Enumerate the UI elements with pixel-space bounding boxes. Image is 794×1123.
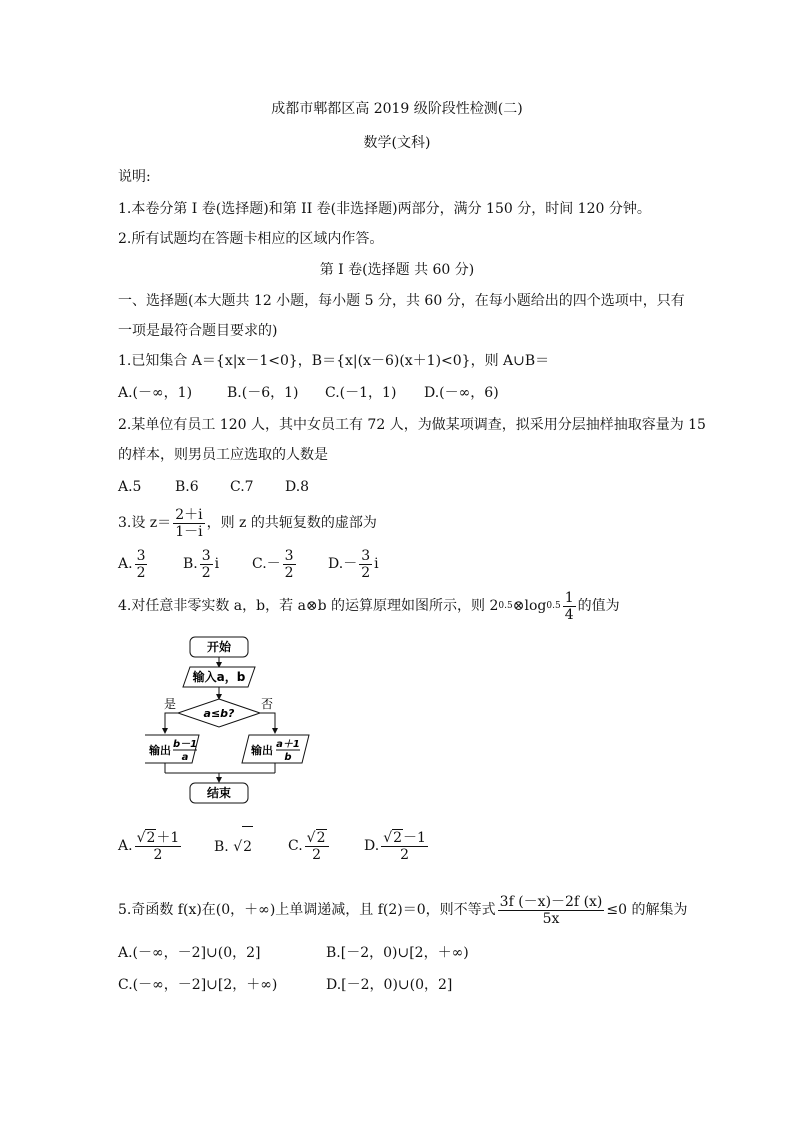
q3-option-d: D. － $\frac{3}{2}$ i [328,547,379,581]
note-item: 1.本卷分第 I 卷(选择题)和第 II 卷(非选择题)两部分，满分 150 分，时间 120 分钟。 [118,201,651,217]
question-3-stem: 3.设 z＝ $\frac{2+i}{1-i}$ ，则 z 的共轭复数的虚部为 [118,506,377,540]
notes-label: 说明: [118,169,151,185]
q4-option-a: A. $\frac{√2+1}{2}$ [118,829,180,863]
q3-option-c: C. － $\frac{3}{2}$ [252,547,294,581]
exam-title: 成都市郫都区高 2019 级阶段性检测(二) [271,101,523,117]
flowchart-decision-label: a≤b? [203,707,235,720]
q1-option-a: A.(－∞，1) [118,385,193,401]
flowchart-no-label: 否 [260,697,274,711]
exam-subtitle: 数学(文科) [363,135,431,151]
flowchart-right-output-prefix: 输出 [251,744,273,757]
flowchart-end-label: 结束 [206,786,232,800]
q4-option-d: D. $\frac{√2-1}{2}$ [364,829,426,863]
flowchart-start-label: 开始 [206,640,232,654]
q5-option-d: D.[－2，0)∪(0，2] [326,977,453,993]
flowchart-left-output-num: b－1 [172,739,198,750]
flowchart-input-label: 输入a，b [192,670,246,684]
flowchart-right-output-den: b [284,752,292,763]
q2-option-b: B.6 [175,479,199,495]
flowchart-left-output-den: a [181,752,189,763]
q2-option-d: D.8 [285,479,310,495]
fraction: $\frac{2+i}{1-i}$ [175,506,203,540]
flowchart [145,630,325,810]
q5-option-a: A.(－∞，－2]∪(0，2] [118,945,261,961]
q1-option-c: C.(－1，1) [325,385,397,401]
q3-option-a: A. $\frac{3}{2}$ [118,547,146,581]
flowchart-yes-label: 是 [163,697,177,711]
question-2-stem: 的样本，则男员工应选取的人数是 [118,447,328,463]
q5-option-b: B.[－2，0)∪[2，＋∞) [326,945,469,961]
q2-option-a: A.5 [118,479,142,495]
flowchart-right-output-num: a＋1 [276,739,300,750]
q2-option-c: C.7 [230,479,254,495]
note-item: 2.所有试题均在答题卡相应的区域内作答。 [118,231,384,247]
q1-option-b: B.(－6，1) [227,385,299,401]
q4-option-b: B. √ 2 [214,826,253,867]
q5-option-c: C.(－∞，－2]∪[2，＋∞) [118,977,278,993]
question-4-stem: 4.对任意非零实数 a，b，若 a⊗b 的运算原理如图所示，则 2 0.5 ⊗log 0.5 $\frac{1}{4}$ 的值为 [118,589,620,623]
q3-option-b: B. $\frac{3}{2}$ i [183,547,220,581]
section-intro: 一项是最符合题目要求的) [118,323,278,339]
flowchart-left-output-prefix: 输出 [149,744,171,757]
section-title: 第 I 卷(选择题 共 60 分) [319,262,475,278]
question-1-stem: 1.已知集合 A＝{x|x－1<0}，B＝{x|(x－6)(x＋1)<0}，则 A∪B＝ [118,353,550,369]
question-2-stem: 2.某单位有员工 120 人，其中女员工有 72 人，为做某项调查，拟采用分层抽样抽取容量为 15 [118,417,706,433]
q4-option-c: C. $\frac{√2}{2}$ [288,826,331,866]
section-intro: 一、选择题(本大题共 12 小题，每小题 5 分，共 60 分，在每小题给出的四个选项中，只有 [118,293,685,309]
question-5-stem: 5.奇函数 f(x)在(0，＋∞)上单调递减，且 f(2)＝0，则不等式 $\frac{3f (-x)-2f (x)}{5x}$ ≤0 的解集为 [118,893,688,927]
q1-option-d: D.(－∞，6) [424,385,499,401]
